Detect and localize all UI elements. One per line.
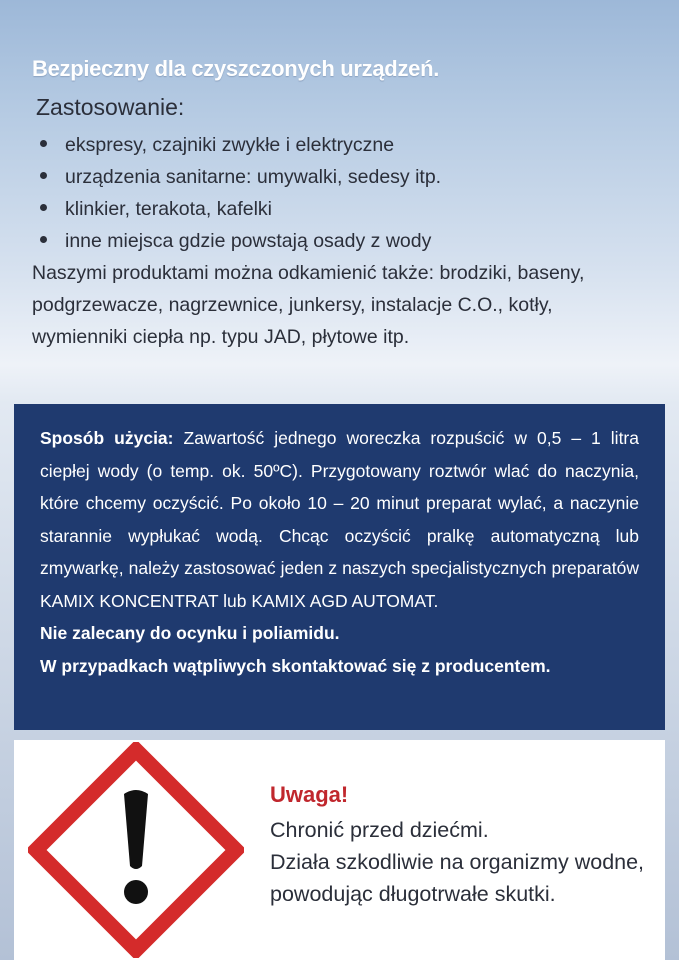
extra-applications: [32, 257, 649, 353]
extra-line: wymienniki ciepła np. typu JAD, płytowe itp.: [32, 326, 410, 348]
list-item: [32, 193, 649, 225]
usage-warning-zinc: Nie zalecany do ocynku i poliamidu.: [40, 623, 340, 643]
usage-text: Zawartość jednego woreczka rozpuścić w 0,5 – 1 litra ciepłej wody (o temp. ok. 50ºC). Przygotowany roztwór wlać do naczynia, które chcemy oczyścić. Po około 10 – 20 minut preparat wylać, a naczynie starannie wypłukać wodą. Chcąc oczyścić pralkę automatyczną lub zmywarkę, należy zastosować jeden z naszych specjalistycznych preparatów KAMIX KONCENTRAT lub KAMIX AGD AUTOMAT.: [40, 428, 639, 611]
safety-text: [270, 780, 660, 910]
safety-line: powodując długotrwałe skutki.: [270, 882, 556, 906]
list-item-text: ekspresy, czajniki zwykłe i elektryczne: [65, 134, 395, 156]
list-item: [32, 129, 649, 161]
applications-section: [0, 0, 679, 400]
exclamation-mark-hazard-icon: [28, 742, 244, 958]
safety-line: Chronić przed dziećmi.: [270, 818, 489, 842]
extra-line: Naszymi produktami można odkamienić także: brodziki, baseny,: [32, 262, 585, 284]
usage-label: Sposób użycia:: [40, 428, 174, 448]
safety-panel: [14, 740, 665, 960]
bullet-icon: [40, 236, 47, 243]
list-item-text: urządzenia sanitarne: umywalki, sedesy itp.: [65, 166, 442, 188]
usage-warning-contact: W przypadkach wątpliwych skontaktować się z producentem.: [40, 655, 551, 676]
list-item-text: klinkier, terakota, kafelki: [65, 198, 273, 220]
bullet-icon: [40, 140, 47, 147]
list-item: [32, 225, 649, 257]
list-item: [32, 161, 649, 193]
warning-title: Uwaga!: [270, 782, 349, 807]
applications-title: Zastosowanie:: [36, 94, 185, 120]
safety-line: Działa szkodliwie na organizmy wodne,: [270, 850, 645, 874]
extra-line: podgrzewacze, nagrzewnice, junkersy, instalacje C.O., kotły,: [32, 294, 553, 316]
usage-instructions: [40, 422, 639, 617]
applications-list: [32, 129, 649, 257]
bullet-icon: [40, 172, 47, 179]
list-item-text: inne miejsca gdzie powstają osady z wody: [65, 230, 432, 252]
bullet-icon: [40, 204, 47, 211]
headline: Bezpieczny dla czyszczonych urządzeń.: [32, 56, 440, 81]
usage-panel: [14, 404, 665, 730]
